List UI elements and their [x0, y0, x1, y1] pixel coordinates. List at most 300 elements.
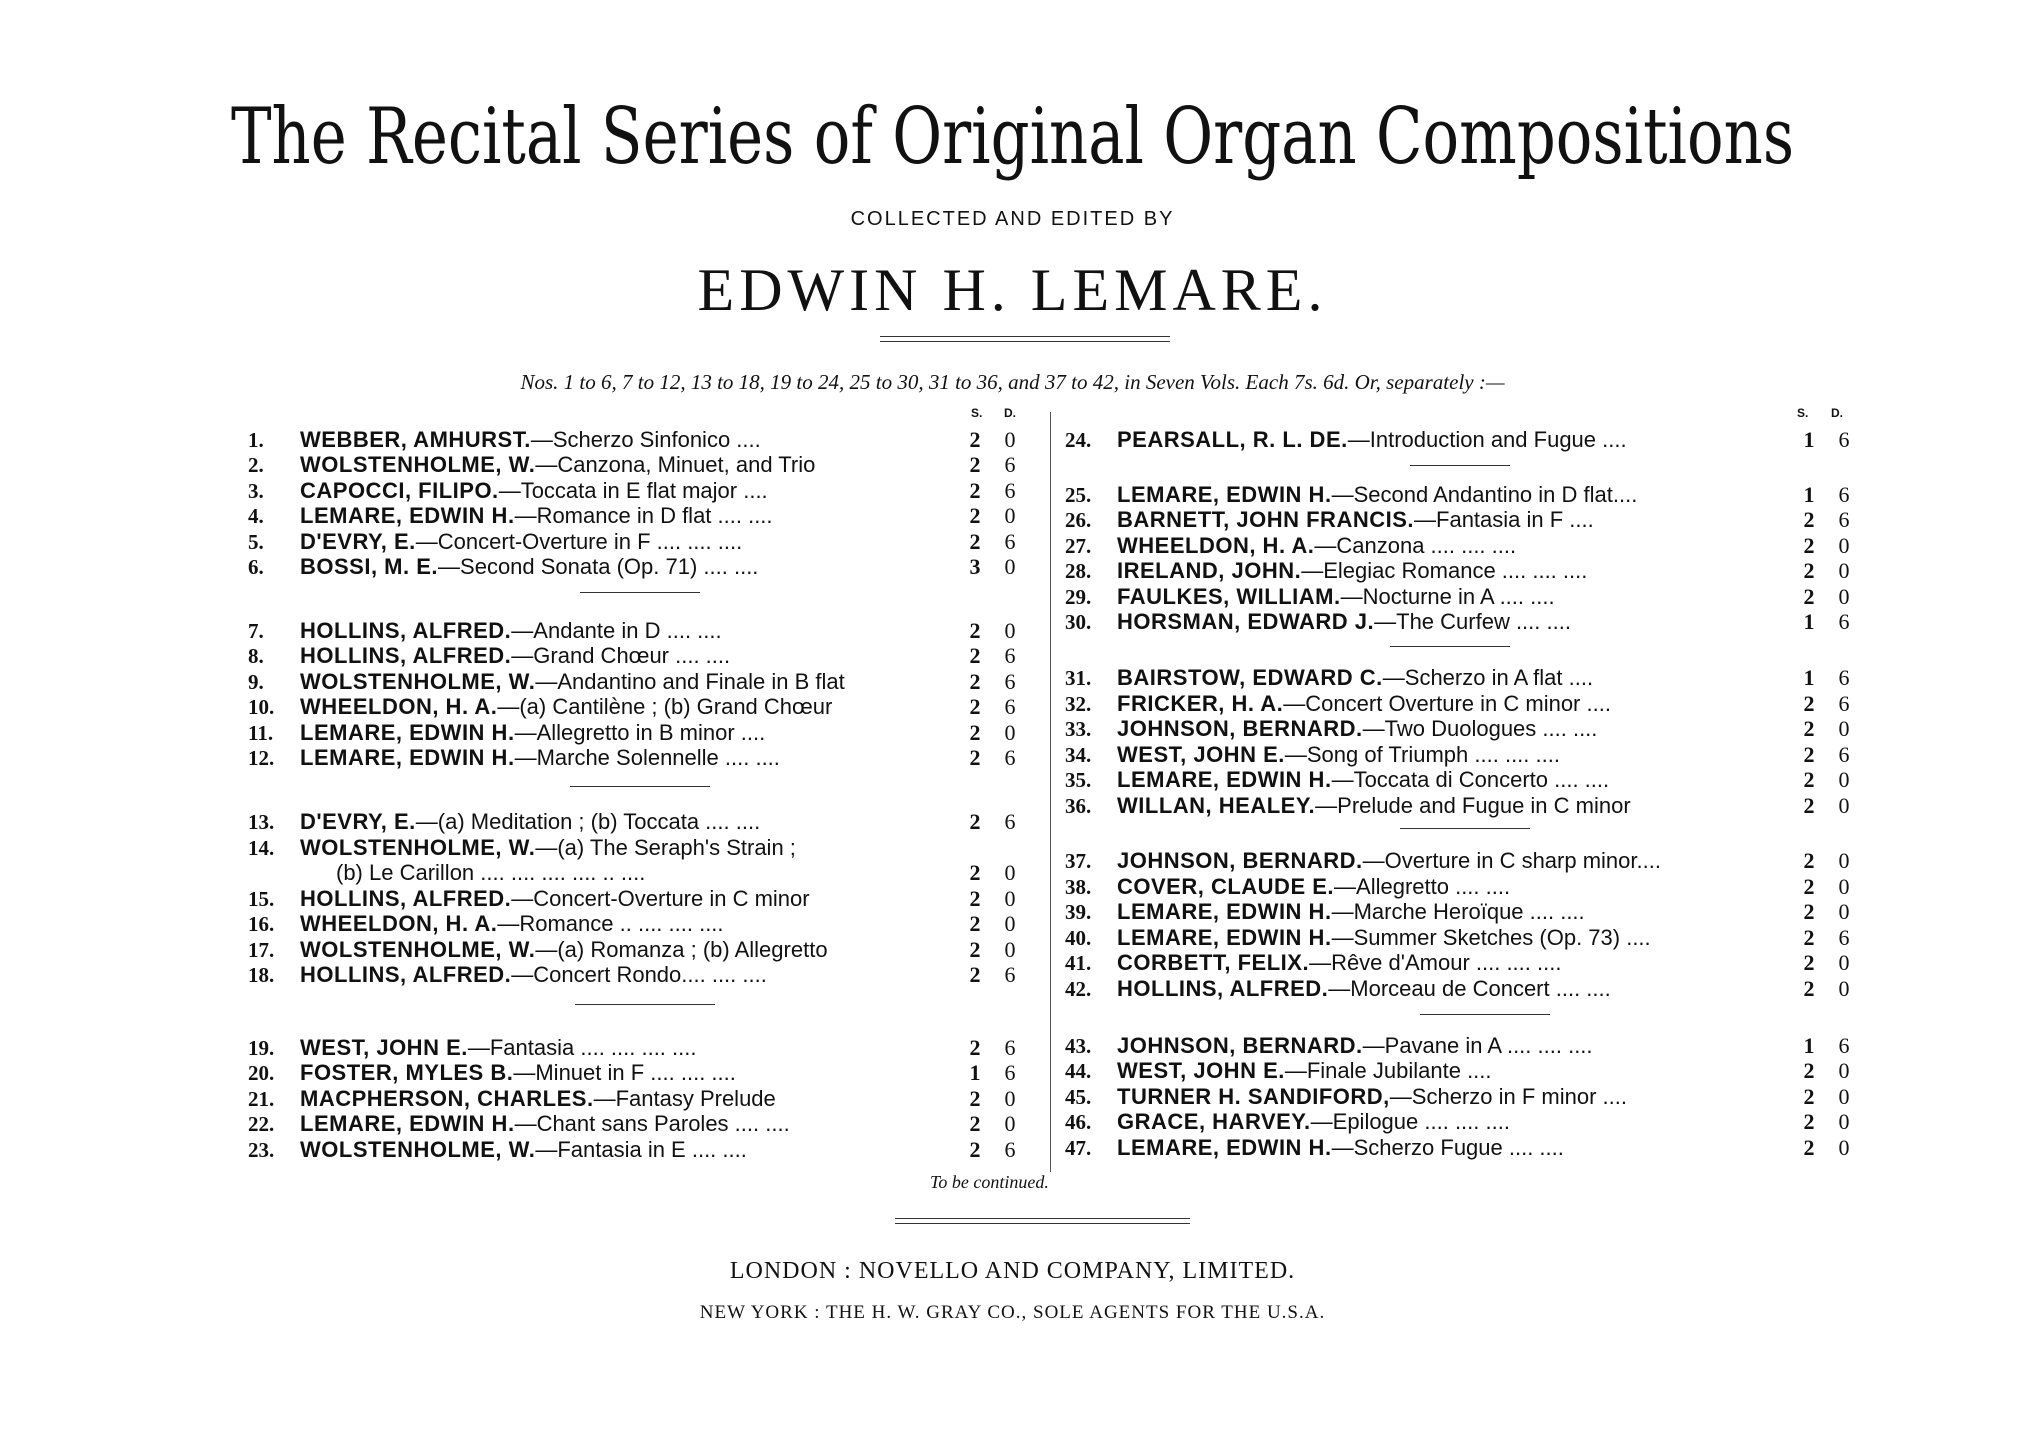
entry-text: [1117, 1084, 1627, 1110]
entry-number: 17.: [248, 938, 275, 962]
work-title: —Prelude and Fugue in C minor: [1315, 793, 1631, 818]
entry-number: 6.: [248, 555, 264, 579]
catalog-entry: [1065, 716, 1865, 742]
entry-number: 31.: [1065, 666, 1092, 690]
volumes-note: Nos. 1 to 6, 7 to 12, 13 to 18, 19 to 24, 25 to 30, 31 to 36, and 37 to 42, in Seven Vols. Each 7s. 6d. Or, separately :—: [520, 370, 1505, 394]
entry-number: 7.: [248, 619, 264, 643]
right-group-separator: [1390, 646, 1510, 647]
catalog-entry: [248, 643, 1048, 669]
page-title: The Recital Series of Original Organ Compositions: [230, 92, 1795, 182]
price-shillings: 2: [969, 911, 981, 936]
entry-number: 37.: [1065, 849, 1092, 873]
entry-number: 45.: [1065, 1085, 1092, 1109]
work-title: —Fantasy Prelude: [593, 1086, 776, 1111]
composer-name: LEMARE, EDWIN H.: [300, 503, 515, 528]
composer-name: D'EVRY, E.: [300, 809, 416, 834]
entry-text: [1117, 874, 1510, 900]
composer-name: WHEELDON, H. A.: [1117, 533, 1315, 558]
work-title: —Chant sans Paroles .... ....: [514, 1111, 790, 1136]
composer-name: HOLLINS, ALFRED.: [300, 618, 512, 643]
composer-name: LEMARE, EDWIN H.: [1117, 899, 1332, 924]
price-pence: 6: [1838, 691, 1850, 716]
composer-name: JOHNSON, BERNARD.: [1117, 716, 1363, 741]
right-pence-header: D.: [1831, 406, 1843, 420]
price-shillings: 1: [1803, 427, 1815, 452]
work-title: —Pavane in A .... .... ....: [1362, 1033, 1593, 1058]
entry-text: [1117, 584, 1555, 610]
work-title: —Allegretto .... ....: [1334, 874, 1511, 899]
entry-number: 38.: [1065, 875, 1092, 899]
composer-name: HOLLINS, ALFRED.: [1117, 976, 1329, 1001]
entry-text: [1117, 793, 1631, 819]
entry-text: [300, 618, 722, 644]
price-shillings: 2: [1803, 1058, 1815, 1083]
entry-number: 9.: [248, 670, 264, 694]
catalog-entry: [1065, 874, 1865, 900]
price-pence: 6: [1004, 1060, 1016, 1085]
work-title: —(a) Cantilène ; (b) Grand Chœur: [497, 694, 833, 719]
price-pence: 6: [1838, 925, 1850, 950]
catalog-entry: [248, 554, 1048, 580]
work-title: (b) Le Carillon .... .... .... .... .. ....: [336, 860, 646, 885]
composer-name: WHEELDON, H. A.: [300, 911, 498, 936]
price-shillings: 2: [969, 643, 981, 668]
price-pence: 0: [1004, 1111, 1016, 1136]
price-shillings: 2: [969, 694, 981, 719]
price-pence: 6: [1838, 742, 1850, 767]
entry-text: [1117, 1109, 1510, 1135]
composer-name: MACPHERSON, CHARLES.: [300, 1086, 594, 1111]
price-pence: 6: [1838, 427, 1850, 452]
entry-text: [1117, 691, 1611, 717]
work-title: —Elegiac Romance .... .... ....: [1301, 558, 1588, 583]
entry-number: 21.: [248, 1087, 275, 1111]
work-title: —Summer Sketches (Op. 73) ....: [1331, 925, 1651, 950]
work-title: —Concert Rondo.... .... ....: [511, 962, 767, 987]
work-title: —Fantasia .... .... .... ....: [467, 1035, 697, 1060]
entry-text: [300, 937, 828, 963]
catalog-entry: [248, 478, 1048, 504]
composer-name: COVER, CLAUDE E.: [1117, 874, 1335, 899]
entry-number: 24.: [1065, 428, 1092, 452]
composer-name: HOLLINS, ALFRED.: [300, 643, 512, 668]
left-group-separator: [575, 1004, 715, 1005]
entry-text: [336, 860, 645, 886]
work-title: —Introduction and Fugue ....: [1347, 427, 1627, 452]
price-shillings: 2: [969, 860, 981, 885]
catalog-entry: [248, 1035, 1048, 1061]
price-pence: 6: [1004, 745, 1016, 770]
entry-number: 33.: [1065, 717, 1092, 741]
entry-text: [300, 529, 742, 555]
price-shillings: 2: [969, 618, 981, 643]
price-pence: 6: [1004, 452, 1016, 477]
price-shillings: 2: [1803, 848, 1815, 873]
price-pence: 6: [1004, 962, 1016, 987]
entry-number: 29.: [1065, 585, 1092, 609]
work-title: —Marche Heroïque .... ....: [1331, 899, 1585, 924]
catalog-entry: [1065, 1109, 1865, 1135]
catalog-entry: [248, 937, 1048, 963]
entry-text: [300, 1086, 776, 1112]
entry-number: 42.: [1065, 977, 1092, 1001]
right-group-separator: [1400, 828, 1530, 829]
catalog-entry: [248, 1111, 1048, 1137]
work-title: —(a) Meditation ; (b) Toccata .... ....: [415, 809, 761, 834]
price-shillings: 1: [1803, 665, 1815, 690]
composer-name: LEMARE, EDWIN H.: [300, 745, 515, 770]
price-pence: 0: [1004, 503, 1016, 528]
price-shillings: 2: [969, 1111, 981, 1136]
composer-name: FOSTER, MYLES B.: [300, 1060, 514, 1085]
work-title: —Morceau de Concert .... ....: [1328, 976, 1611, 1001]
price-pence: 6: [1004, 669, 1016, 694]
price-pence: 6: [1838, 665, 1850, 690]
composer-name: FAULKES, WILLIAM.: [1117, 584, 1341, 609]
entry-text: [300, 1137, 747, 1163]
catalog-entry: [248, 669, 1048, 695]
catalog-entry: [1065, 848, 1865, 874]
entry-text: [1117, 533, 1516, 559]
work-title: —Epilogue .... .... ....: [1310, 1109, 1510, 1134]
price-shillings: 2: [1803, 584, 1815, 609]
entry-text: [300, 745, 780, 771]
entry-number: 11.: [248, 721, 274, 745]
composer-name: PEARSALL, R. L. DE.: [1117, 427, 1348, 452]
publisher-line: LONDON : NOVELLO AND COMPANY, LIMITED.: [729, 1258, 1296, 1284]
footer-divider: [895, 1218, 1190, 1224]
entry-text: [300, 1111, 790, 1137]
composer-name: LEMARE, EDWIN H.: [1117, 767, 1332, 792]
entry-text: [1117, 848, 1661, 874]
entry-text: [1117, 925, 1651, 951]
work-title: —Andante in D .... ....: [511, 618, 722, 643]
price-pence: 0: [1838, 976, 1850, 1001]
composer-name: JOHNSON, BERNARD.: [1117, 1033, 1363, 1058]
entry-number: 2.: [248, 453, 264, 477]
catalog-entry: [1065, 609, 1865, 635]
price-pence: 6: [1004, 478, 1016, 503]
entry-text: [1117, 482, 1637, 508]
entry-text: [300, 1035, 697, 1061]
catalog-entry: [248, 529, 1048, 555]
work-title: —Scherzo Sinfonico ....: [530, 427, 761, 452]
price-shillings: 2: [1803, 507, 1815, 532]
right-group-separator: [1410, 465, 1510, 466]
work-title: —Fantasia in E .... ....: [535, 1137, 747, 1162]
entry-number: 39.: [1065, 900, 1092, 924]
entry-number: 19.: [248, 1036, 275, 1060]
price-shillings: 2: [969, 452, 981, 477]
entry-text: [1117, 1135, 1564, 1161]
entry-text: [1117, 950, 1561, 976]
entry-text: [300, 669, 845, 695]
price-shillings: 2: [969, 1137, 981, 1162]
price-shillings: 2: [969, 962, 981, 987]
price-pence: 0: [1838, 1058, 1850, 1083]
composer-name: WHEELDON, H. A.: [300, 694, 498, 719]
price-shillings: 2: [1803, 925, 1815, 950]
price-shillings: 2: [1803, 1135, 1815, 1160]
work-title: —Toccata di Concerto .... ....: [1331, 767, 1610, 792]
work-title: —(a) Romanza ; (b) Allegretto: [535, 937, 828, 962]
entry-number: 46.: [1065, 1110, 1092, 1134]
price-shillings: 2: [1803, 691, 1815, 716]
catalog-entry: [1065, 1058, 1865, 1084]
entry-text: [300, 886, 810, 912]
price-shillings: 2: [1803, 793, 1815, 818]
price-shillings: 2: [969, 669, 981, 694]
right-group-separator: [1420, 1014, 1550, 1015]
composer-name: LEMARE, EDWIN H.: [1117, 1135, 1332, 1160]
entry-number: 10.: [248, 695, 275, 719]
catalog-entry: [1065, 507, 1865, 533]
entry-number: 13.: [248, 810, 275, 834]
work-title: —Scherzo in F minor ....: [1389, 1084, 1627, 1109]
work-title: —Scherzo Fugue .... ....: [1331, 1135, 1564, 1160]
price-shillings: 2: [1803, 976, 1815, 1001]
price-pence: 0: [1838, 716, 1850, 741]
entry-text: [1117, 1033, 1593, 1059]
entry-text: [300, 427, 761, 453]
work-title: —Concert-Overture in C minor: [511, 886, 810, 911]
subtitle: COLLECTED AND EDITED BY: [850, 208, 1175, 230]
composer-name: D'EVRY, E.: [300, 529, 416, 554]
entry-number: 3.: [248, 479, 264, 503]
composer-name: WOLSTENHOLME, W.: [300, 937, 536, 962]
entry-text: [1117, 427, 1627, 453]
composer-name: WEBBER, AMHURST.: [300, 427, 531, 452]
entry-number: 30.: [1065, 610, 1092, 634]
composer-name: WEST, JOHN E.: [1117, 1058, 1285, 1083]
entry-text: [1117, 899, 1585, 925]
catalog-entry: [248, 427, 1048, 453]
price-shillings: 2: [969, 1035, 981, 1060]
composer-name: WEST, JOHN E.: [1117, 742, 1285, 767]
price-shillings: 1: [1803, 1033, 1815, 1058]
work-title: —Nocturne in A .... ....: [1340, 584, 1555, 609]
entry-number: 35.: [1065, 768, 1092, 792]
price-pence: 0: [1004, 720, 1016, 745]
work-title: —Allegretto in B minor ....: [514, 720, 766, 745]
entry-number: 20.: [248, 1061, 275, 1085]
price-shillings: 2: [969, 503, 981, 528]
entry-number: 36.: [1065, 794, 1092, 818]
catalog-entry: [248, 911, 1048, 937]
catalog-entry: [1065, 584, 1865, 610]
entry-text: [300, 911, 724, 937]
price-shillings: 2: [969, 427, 981, 452]
work-title: —Fantasia in F ....: [1414, 507, 1594, 532]
entry-text: [300, 503, 773, 529]
composer-name: WOLSTENHOLME, W.: [300, 452, 536, 477]
entry-number: 5.: [248, 530, 264, 554]
entry-text: [300, 720, 765, 746]
catalog-entry: [1065, 533, 1865, 559]
work-title: —Rêve d'Amour .... .... ....: [1309, 950, 1562, 975]
entry-number: 16.: [248, 912, 275, 936]
price-pence: 6: [1838, 1033, 1850, 1058]
price-pence: 6: [1004, 643, 1016, 668]
composer-name: LEMARE, EDWIN H.: [300, 1111, 515, 1136]
composer-name: WOLSTENHOLME, W.: [300, 835, 536, 860]
work-title: —Romance in D flat .... ....: [514, 503, 773, 528]
catalog-entry: [248, 745, 1048, 771]
price-pence: 0: [1838, 558, 1850, 583]
entry-number: 14.: [248, 836, 275, 860]
work-title: —Andantino and Finale in B flat: [535, 669, 845, 694]
work-title: —Two Duologues .... ....: [1362, 716, 1598, 741]
column-divider: [1050, 412, 1051, 1172]
agents-line: NEW YORK : THE H. W. GRAY CO., SOLE AGENTS FOR THE U.S.A.: [699, 1302, 1326, 1323]
catalog-entry: [248, 809, 1048, 835]
catalog-entry: [248, 962, 1048, 988]
catalog-entry: [248, 1060, 1048, 1086]
price-shillings: 2: [1803, 558, 1815, 583]
entry-text: [300, 554, 758, 580]
price-shillings: 2: [969, 745, 981, 770]
price-pence: 0: [1838, 1109, 1850, 1134]
price-pence: 0: [1838, 874, 1850, 899]
work-title: —Grand Chœur .... ....: [511, 643, 731, 668]
catalog-entry: [248, 618, 1048, 644]
entry-text: [300, 643, 730, 669]
work-title: —Finale Jubilante ....: [1284, 1058, 1492, 1083]
price-pence: 6: [1004, 1035, 1016, 1060]
composer-name: LEMARE, EDWIN H.: [1117, 925, 1332, 950]
price-pence: 0: [1838, 848, 1850, 873]
price-pence: 0: [1838, 533, 1850, 558]
catalog-entry: [248, 1086, 1048, 1112]
entry-text: [300, 835, 796, 861]
entry-text: [1117, 767, 1609, 793]
entry-text: [1117, 507, 1594, 533]
composer-name: LEMARE, EDWIN H.: [1117, 482, 1332, 507]
entry-number: 41.: [1065, 951, 1092, 975]
price-shillings: 2: [1803, 716, 1815, 741]
price-pence: 6: [1004, 529, 1016, 554]
price-pence: 0: [1838, 767, 1850, 792]
work-title: —Song of Triumph .... .... ....: [1284, 742, 1560, 767]
entry-number: 44.: [1065, 1059, 1092, 1083]
price-shillings: 2: [1803, 767, 1815, 792]
composer-name: BAIRSTOW, EDWARD C.: [1117, 665, 1383, 690]
price-shillings: 2: [969, 937, 981, 962]
composer-name: HOLLINS, ALFRED.: [300, 962, 512, 987]
price-pence: 0: [1004, 427, 1016, 452]
catalog-entry: [248, 1137, 1048, 1163]
composer-name: FRICKER, H. A.: [1117, 691, 1284, 716]
work-title: —Marche Solennelle .... ....: [514, 745, 780, 770]
price-shillings: 2: [1803, 899, 1815, 924]
price-pence: 0: [1838, 793, 1850, 818]
entry-number: 15.: [248, 887, 275, 911]
price-shillings: 1: [1803, 482, 1815, 507]
price-pence: 0: [1004, 1086, 1016, 1111]
right-shillings-header: S.: [1797, 406, 1809, 420]
composer-name: WILLAN, HEALEY.: [1117, 793, 1316, 818]
catalog-entry: [1065, 950, 1865, 976]
price-pence: 0: [1838, 950, 1850, 975]
catalog-entry: [1065, 482, 1865, 508]
price-shillings: 2: [969, 529, 981, 554]
entry-text: [300, 452, 815, 478]
price-pence: 6: [1004, 694, 1016, 719]
entry-number: 8.: [248, 644, 264, 668]
price-pence: 0: [1838, 584, 1850, 609]
composer-name: LEMARE, EDWIN H.: [300, 720, 515, 745]
price-shillings: 2: [1803, 533, 1815, 558]
composer-name: HOLLINS, ALFRED.: [300, 886, 512, 911]
price-shillings: 2: [969, 1086, 981, 1111]
entry-text: [300, 962, 767, 988]
title-divider: [880, 336, 1170, 342]
catalog-entry: [1065, 1084, 1865, 1110]
entry-text: [300, 809, 760, 835]
entry-number: 34.: [1065, 743, 1092, 767]
work-title: —Second Sonata (Op. 71) .... ....: [438, 554, 759, 579]
price-shillings: 2: [1803, 1084, 1815, 1109]
composer-name: WOLSTENHOLME, W.: [300, 669, 536, 694]
work-title: —Minuet in F .... .... ....: [513, 1060, 736, 1085]
catalog-entry: [1065, 665, 1865, 691]
work-title: —Canzona .... .... ....: [1314, 533, 1517, 558]
entry-number: 25.: [1065, 483, 1092, 507]
entry-text: [1117, 976, 1611, 1002]
work-title: —Toccata in E flat major ....: [498, 478, 768, 503]
work-title: —(a) The Seraph's Strain ;: [535, 835, 796, 860]
price-shillings: 2: [1803, 874, 1815, 899]
price-pence: 6: [1838, 482, 1850, 507]
entry-text: [1117, 558, 1587, 584]
composer-name: TURNER H. SANDIFORD,: [1117, 1084, 1390, 1109]
catalog-entry: [248, 694, 1048, 720]
catalog-entry: [1065, 793, 1865, 819]
entry-text: [300, 694, 832, 720]
continued-note: To be continued.: [930, 1172, 1049, 1192]
price-shillings: 2: [969, 886, 981, 911]
composer-name: WOLSTENHOLME, W.: [300, 1137, 536, 1162]
entry-number: 26.: [1065, 508, 1092, 532]
entry-number: 12.: [248, 746, 275, 770]
price-pence: 0: [1838, 1084, 1850, 1109]
left-group-separator: [580, 592, 700, 593]
entry-text: [1117, 1058, 1492, 1084]
price-pence: 0: [1004, 886, 1016, 911]
price-shillings: 2: [1803, 950, 1815, 975]
price-pence: 0: [1004, 554, 1016, 579]
left-group-separator: [570, 786, 710, 787]
composer-name: HORSMAN, EDWARD J.: [1117, 609, 1375, 634]
work-title: —Concert Overture in C minor ....: [1283, 691, 1611, 716]
entry-text: [1117, 665, 1593, 691]
entry-number: 27.: [1065, 534, 1092, 558]
entry-number: 43.: [1065, 1034, 1092, 1058]
price-pence: 0: [1004, 937, 1016, 962]
price-shillings: 2: [969, 478, 981, 503]
composer-name: IRELAND, JOHN.: [1117, 558, 1302, 583]
entry-text: [1117, 742, 1560, 768]
catalog-entry: [1065, 742, 1865, 768]
price-pence: 6: [1838, 507, 1850, 532]
work-title: —Romance .. .... .... ....: [497, 911, 724, 936]
composer-name: WEST, JOHN E.: [300, 1035, 468, 1060]
composer-name: GRACE, HARVEY.: [1117, 1109, 1311, 1134]
entry-number: 22.: [248, 1112, 275, 1136]
left-shillings-header: S.: [971, 406, 983, 420]
entry-number: 1.: [248, 428, 264, 452]
price-shillings: 2: [1803, 742, 1815, 767]
